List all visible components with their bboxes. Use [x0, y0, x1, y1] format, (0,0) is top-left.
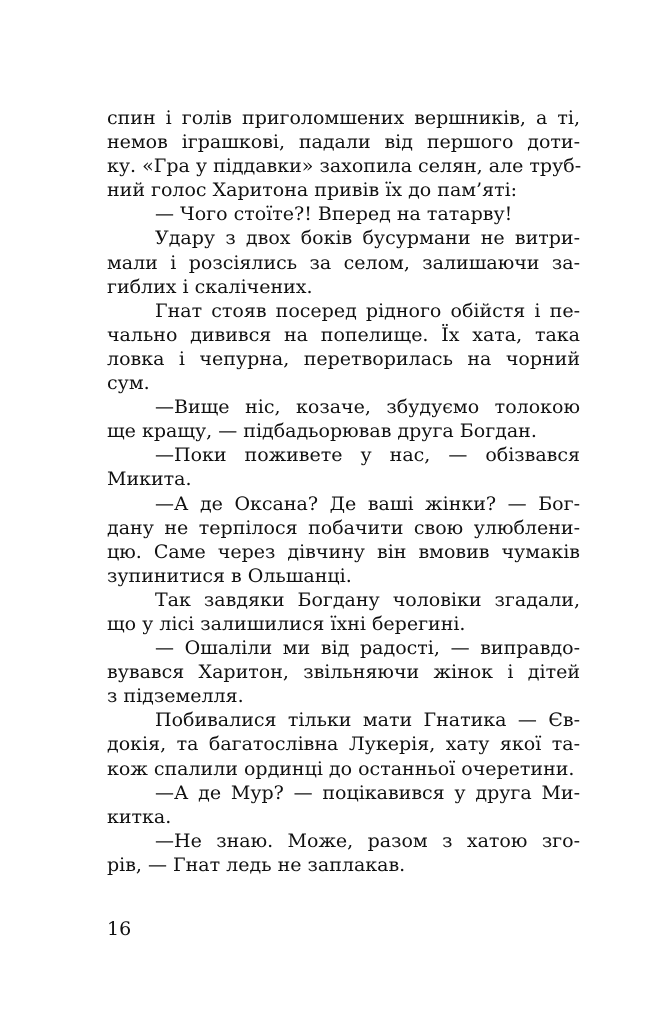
text-line: Так завдяки Богдану чоловіки згадали,	[155, 588, 580, 611]
text-line: Микита.	[107, 468, 192, 491]
text-line: гиблих і скалічених.	[107, 275, 313, 298]
text-line: цю. Саме через дівчину він вмовив чумаків	[107, 540, 580, 563]
text-line: докія, та багатослівна Лукерія, хату якої та-	[107, 733, 580, 756]
text-line: мали і розсіялись за селом, залишаючи за-	[107, 251, 580, 274]
text-line: що у лісі залишилися їхні берегині.	[107, 612, 466, 635]
text-line: —Не знаю. Може, разом з хатою зго-	[155, 829, 580, 852]
text-line: — Чого стоїте?! Вперед на татарву!	[155, 203, 513, 226]
text-line: Гнат стояв посеред рідного обійстя і пе-	[155, 299, 580, 322]
text-line: китка.	[107, 805, 172, 828]
body-text	[107, 106, 580, 877]
text-line: кож спалили ординці до останньої очеретини.	[107, 757, 575, 780]
text-line: ловка і чепурна, перетворилась на чорний	[107, 347, 580, 370]
text-line: немов іграшкові, падали від першого доти-	[107, 131, 580, 154]
text-line: чально дивився на попелище. Їх хата, така	[107, 323, 580, 346]
text-line: — Ошаліли ми від радості, — виправдо-	[155, 637, 580, 660]
text-line: зупинитися в Ольшанці.	[107, 564, 352, 587]
page-number: 16	[107, 918, 132, 940]
text-line: дану не терпілося побачити свою улюблени-	[107, 516, 580, 539]
text-line: ку. «Гра у піддавки» захопила селян, але труб-	[107, 155, 582, 178]
text-line: —Вище ніс, козаче, збудуємо толокою	[155, 396, 580, 419]
text-line: ще кращу, — підбадьорював друга Богдан.	[107, 420, 537, 443]
text-line: —Поки поживете у нас, — обізвався	[155, 444, 580, 467]
text-line: ний голос Харитона привів їх до пам’яті:	[107, 179, 518, 202]
text-line: з підземелля.	[107, 685, 244, 708]
text-line: —А де Мур? — поцікавився у друга Ми-	[155, 781, 580, 804]
text-line: рів, — Гнат ледь не заплакав.	[107, 853, 406, 876]
text-line: —А де Оксана? Де ваші жінки? — Бог-	[155, 492, 580, 515]
text-line: спин і голів приголомшених вершників, а ті,	[107, 107, 580, 129]
text-line: сум.	[107, 372, 150, 395]
text-line: Побивалися тільки мати Гнатика — Єв-	[155, 709, 580, 732]
text-line: вувався Харитон, звільняючи жінок і дітей	[107, 661, 580, 684]
text-line: Удару з двох боків бусурмани не витри-	[155, 227, 580, 250]
